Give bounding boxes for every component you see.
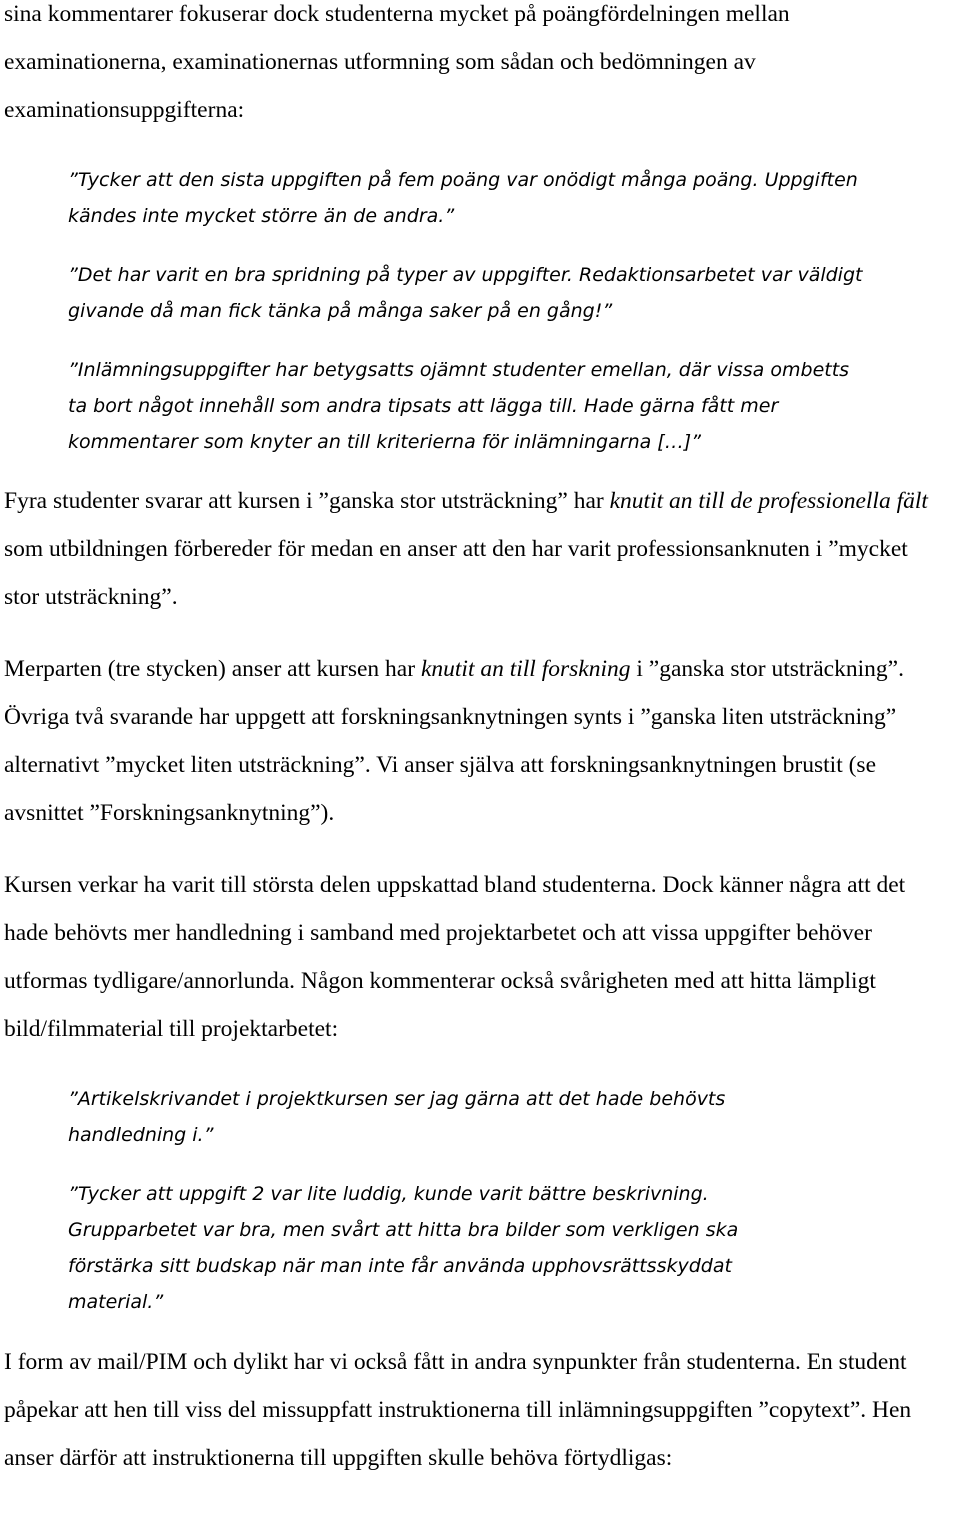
p2-text-c: i ”ganska stor utsträckning”. Övriga två svarande har uppgett att forskningsanknytningen synts i ”ganska liten utsträckning” alternativt ”mycket liten utsträckning”. Vi anser själva att forskningsanknytningen brustit (se avsnittet ”Forskningsanknytning”).	[4, 656, 904, 826]
paragraph-intro: sina kommentarer fokuserar dock studenterna mycket på poängfördelningen mellan examinationerna, examinationernas utformning som sådan och bedömningen av examinationsuppgifterna:	[4, 1, 790, 123]
p2-text-a: Merparten (tre stycken) anser att kursen har	[4, 656, 421, 682]
quote-point-distribution: ”Tycker att den sista uppgiften på fem poäng var onödigt många poäng. Uppgiften kändes inte mycket större än de andra.”	[68, 169, 858, 227]
paragraph-appreciation: Kursen verkar ha varit till största delen uppskattad bland studenterna. Dock känner några att det hade behövts mer handledning i samband med projektarbetet och att vissa uppgifter behöver utformas tydligare/annorlunda. Någon kommenterar också svårigheten med att hitta lämpligt bild/filmmaterial till projektarbetet:	[4, 872, 906, 1042]
paragraph-other-feedback: I form av mail/PIM och dylikt har vi också fått in andra synpunkter från studenterna. En student påpekar att hen till viss del missuppfatt instruktionerna till inlämningsuppgiften ”copytext”. Hen anser därför att instruktionerna till uppgiften skulle behöva förtydligas:	[4, 1349, 912, 1471]
quote-grading: ”Inlämningsuppgifter har betygsatts ojämnt studenter emellan, där vissa ombetts ta bort något innehåll som andra tipsats att lägga till. Hade gärna fått mer kommentarer som knyter an till kriterierna för inlämningarna […]”	[68, 359, 850, 453]
quote-task-variety: ”Det har varit en bra spridning på typer av uppgifter. Redaktionsarbetet var väldigt givande då man fick tänka på många saker på en gång!”	[68, 264, 863, 322]
p1-text-c: som utbildningen förbereder för medan en anser att den har varit professionsanknuten i ”mycket stor utsträckning”.	[4, 536, 908, 610]
p1-text-a: Fyra studenter svarar att kursen i ”ganska stor utsträckning” har	[4, 488, 610, 514]
p2-text-emph: knutit an till forskning	[420, 656, 631, 682]
quote-group-2	[68, 1081, 868, 1320]
p1-text-emph: knutit an till de professionella fält	[609, 488, 928, 514]
paragraph-professional-fields	[4, 477, 944, 621]
paragraph-research	[4, 645, 959, 837]
quote-article-writing: ”Artikelskrivandet i projektkursen ser jag gärna att det hade behövts handledning i.”	[68, 1088, 726, 1146]
quote-group-1	[68, 162, 868, 460]
quote-task-two: ”Tycker att uppgift 2 var lite luddig, kunde varit bättre beskrivning. Grupparbetet var bra, men svårt att hitta bra bilder som verkligen ska förstärka sitt budskap när man inte får använda upphovsrättsskyddat material.”	[68, 1183, 739, 1313]
